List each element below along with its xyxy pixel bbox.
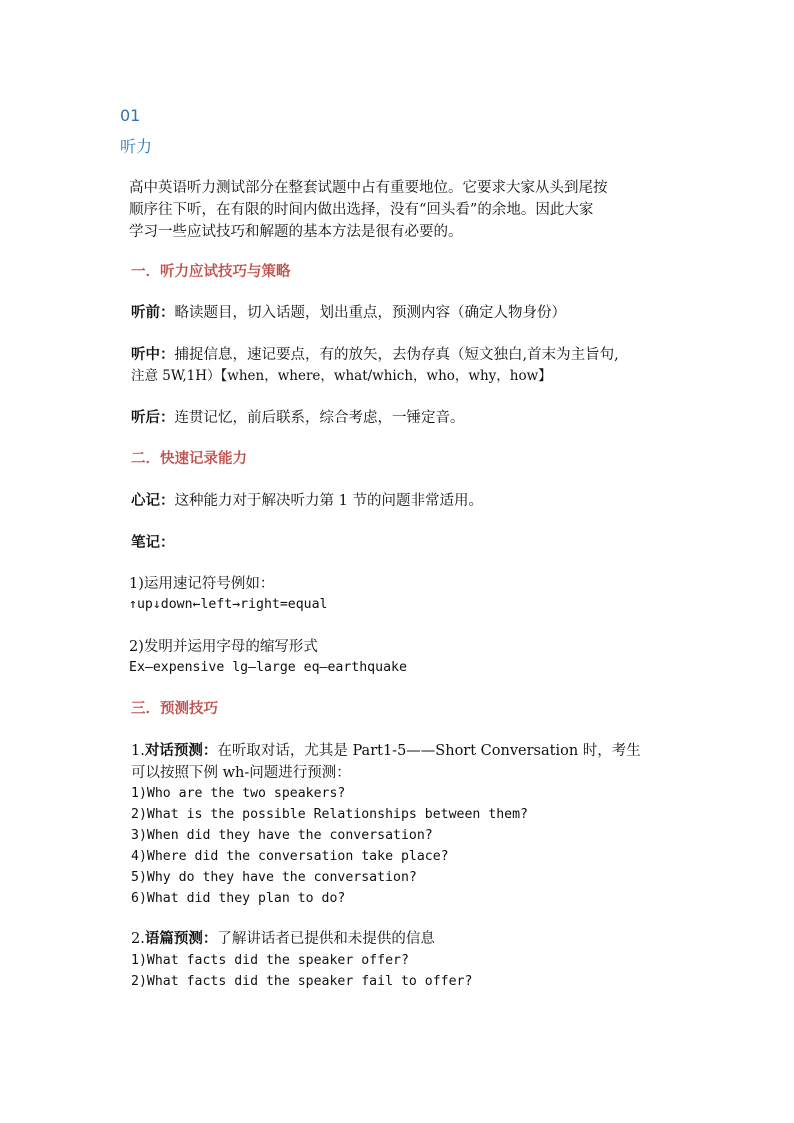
dialogue-prediction [131, 744, 641, 759]
intro-line: 顺序往下听，在有限的时间内做出选择，没有“回头看”的余地。因此大家 [129, 202, 594, 218]
discourse-question: 1)What facts did the speaker offer? [131, 953, 409, 968]
dialogue-text: 在听取对话，尤其是 Part1-5——Short Conversation 时，考生 [217, 743, 641, 759]
mind-text: 这种能力对于解决听力第 1 节的问题非常适用。 [174, 493, 483, 509]
during-listening [131, 348, 619, 363]
after-listening [131, 411, 465, 426]
abbreviation-title: 2)发明并运用字母的缩写形式 [129, 639, 318, 655]
dialogue-label: 对话预测： [144, 742, 218, 759]
intro-line: 学习一些应试技巧和解题的基本方法是很有必要的。 [129, 224, 463, 240]
after-text: 连贯记忆，前后联系，综合考虑，一锤定音。 [174, 410, 465, 426]
section-heading-notes: 二．快速记录能力 [131, 450, 247, 467]
discourse-prediction [131, 932, 435, 947]
abbreviation-example: Ex—expensive lg—large eq—earthquake [129, 660, 407, 675]
dialogue-text-continued: 可以按照下例 wh-问题进行预测： [131, 765, 351, 781]
section-title: 听力 [120, 137, 153, 156]
dialogue-question: 3)When did they have the conversation? [131, 828, 433, 843]
section-heading-strategy: 一．听力应试技巧与策略 [131, 263, 291, 280]
dialogue-question: 4)Where did the conversation take place? [131, 849, 449, 864]
before-text: 略读题目，切入话题，划出重点，预测内容（确定人物身份） [174, 305, 566, 321]
before-label: 听前： [131, 304, 175, 321]
section-number: 01 [120, 106, 141, 125]
section-heading-prediction: 三．预测技巧 [131, 700, 218, 717]
shorthand-title: 1)运用速记符号例如： [129, 576, 275, 592]
during-text: 捕捉信息，速记要点，有的放矢，去伪存真（短文独白,首末为主旨句, [174, 347, 619, 363]
before-listening [131, 306, 566, 321]
discourse-question: 2)What facts did the speaker fail to offer? [131, 974, 473, 989]
discourse-text: 了解讲话者已提供和未提供的信息 [217, 931, 435, 947]
dialogue-question: 6)What did they plan to do? [131, 891, 346, 906]
after-label: 听后： [131, 409, 175, 426]
mind-label: 心记： [131, 492, 175, 509]
discourse-num: 2. [131, 931, 145, 947]
mind-memory [131, 494, 483, 509]
discourse-label: 语篇预测： [144, 930, 218, 947]
dialogue-question: 1)Who are the two speakers? [131, 786, 346, 801]
notes-label: 笔记： [131, 534, 175, 551]
during-text-continued: 注意 5W,1H）【when，where，what/which，who，why，how】 [131, 368, 552, 384]
during-label: 听中： [131, 346, 175, 363]
intro-line: 高中英语听力测试部分在整套试题中占有重要地位。它要求大家从头到尾按 [129, 180, 608, 196]
dialogue-question: 5)Why do they have the conversation? [131, 870, 417, 885]
shorthand-example: ↑up↓down←left→right=equal [129, 597, 328, 612]
dialogue-num: 1. [131, 743, 145, 759]
dialogue-question: 2)What is the possible Relationships between them? [131, 807, 528, 822]
